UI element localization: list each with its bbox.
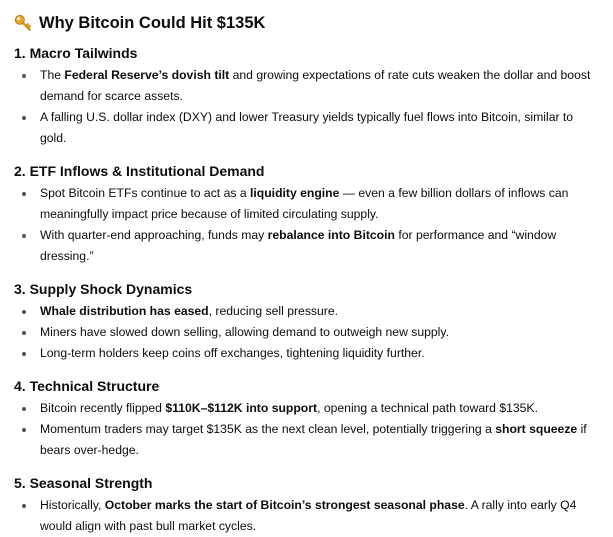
list-item — [14, 343, 600, 364]
text: The — [40, 68, 65, 82]
text: Spot Bitcoin ETFs continue to act as a — [40, 186, 251, 200]
list-item — [14, 495, 600, 537]
text: A falling U.S. dollar index (DXY) and lower Treasury yields typically fuel flows into Bitcoin, similar to gold. — [40, 110, 574, 145]
bullet-icon — [22, 310, 26, 314]
bold-text: $110K–$112K into support — [165, 401, 318, 415]
bold-text: rebalance into Bitcoin — [267, 228, 395, 242]
bullet-icon — [22, 192, 26, 196]
list-item — [14, 107, 600, 149]
text: for performance and “window dressing.” — [40, 228, 557, 263]
bullet-icon — [22, 407, 26, 411]
text: Miners have slowed down selling, allowing demand to outweigh new supply. — [40, 325, 449, 339]
text: , reducing sell pressure. — [208, 304, 339, 318]
bullet-icon — [22, 234, 26, 238]
section-heading: 1. Macro Tailwinds — [14, 45, 138, 61]
bold-text: Federal Reserve’s dovish tilt — [64, 68, 230, 82]
list-item — [14, 65, 600, 107]
list-item — [14, 322, 600, 343]
list-item — [14, 225, 600, 267]
bold-text: short squeeze — [495, 422, 578, 436]
bullet-icon — [22, 331, 26, 335]
list-item — [14, 398, 600, 419]
bullet-icon — [22, 74, 26, 78]
bullet-list — [14, 183, 613, 267]
title-text: Why Bitcoin Could Hit $135K — [39, 14, 266, 32]
text: Bitcoin recently flipped — [40, 401, 166, 415]
sections — [14, 43, 613, 537]
key-icon — [14, 14, 32, 32]
article-title — [14, 11, 613, 35]
bold-text: October marks the start of Bitcoin’s strongest seasonal phase — [104, 498, 465, 512]
list-item — [14, 419, 600, 461]
bullet-icon — [22, 428, 26, 432]
text: Historically, — [40, 498, 105, 512]
section-heading: 3. Supply Shock Dynamics — [14, 281, 193, 297]
text: , opening a technical path toward $135K. — [317, 401, 538, 415]
bullet-icon — [22, 116, 26, 120]
bold-text: Whale distribution has eased — [40, 304, 209, 318]
list-item — [14, 301, 600, 322]
bullet-list — [14, 65, 613, 149]
text: With quarter-end approaching, funds may — [40, 228, 268, 242]
bold-text: liquidity engine — [250, 186, 340, 200]
bullet-list — [14, 495, 613, 537]
section-heading: 2. ETF Inflows & Institutional Demand — [14, 163, 265, 179]
text: . A rally into early Q4 would align with past bull market cycles. — [40, 498, 577, 533]
section-heading: 5. Seasonal Strength — [14, 475, 153, 491]
list-item — [14, 183, 600, 225]
bullet-icon — [22, 504, 26, 508]
text: Momentum traders may target $135K as the next clean level, potentially triggering a — [40, 422, 496, 436]
text: Long-term holders keep coins off exchanges, tightening liquidity further. — [40, 346, 425, 360]
bullet-list — [14, 398, 613, 461]
bullet-list — [14, 301, 613, 364]
text: and growing expectations of rate cuts weaken the dollar and boost demand for scarce assets. — [40, 68, 591, 103]
text: if bears over-hedge. — [40, 422, 587, 457]
text: — even a few billion dollars of inflows can meaningfully impact price because of limited circulating supply. — [40, 186, 569, 221]
bullet-icon — [22, 352, 26, 356]
section-heading: 4. Technical Structure — [14, 378, 160, 394]
